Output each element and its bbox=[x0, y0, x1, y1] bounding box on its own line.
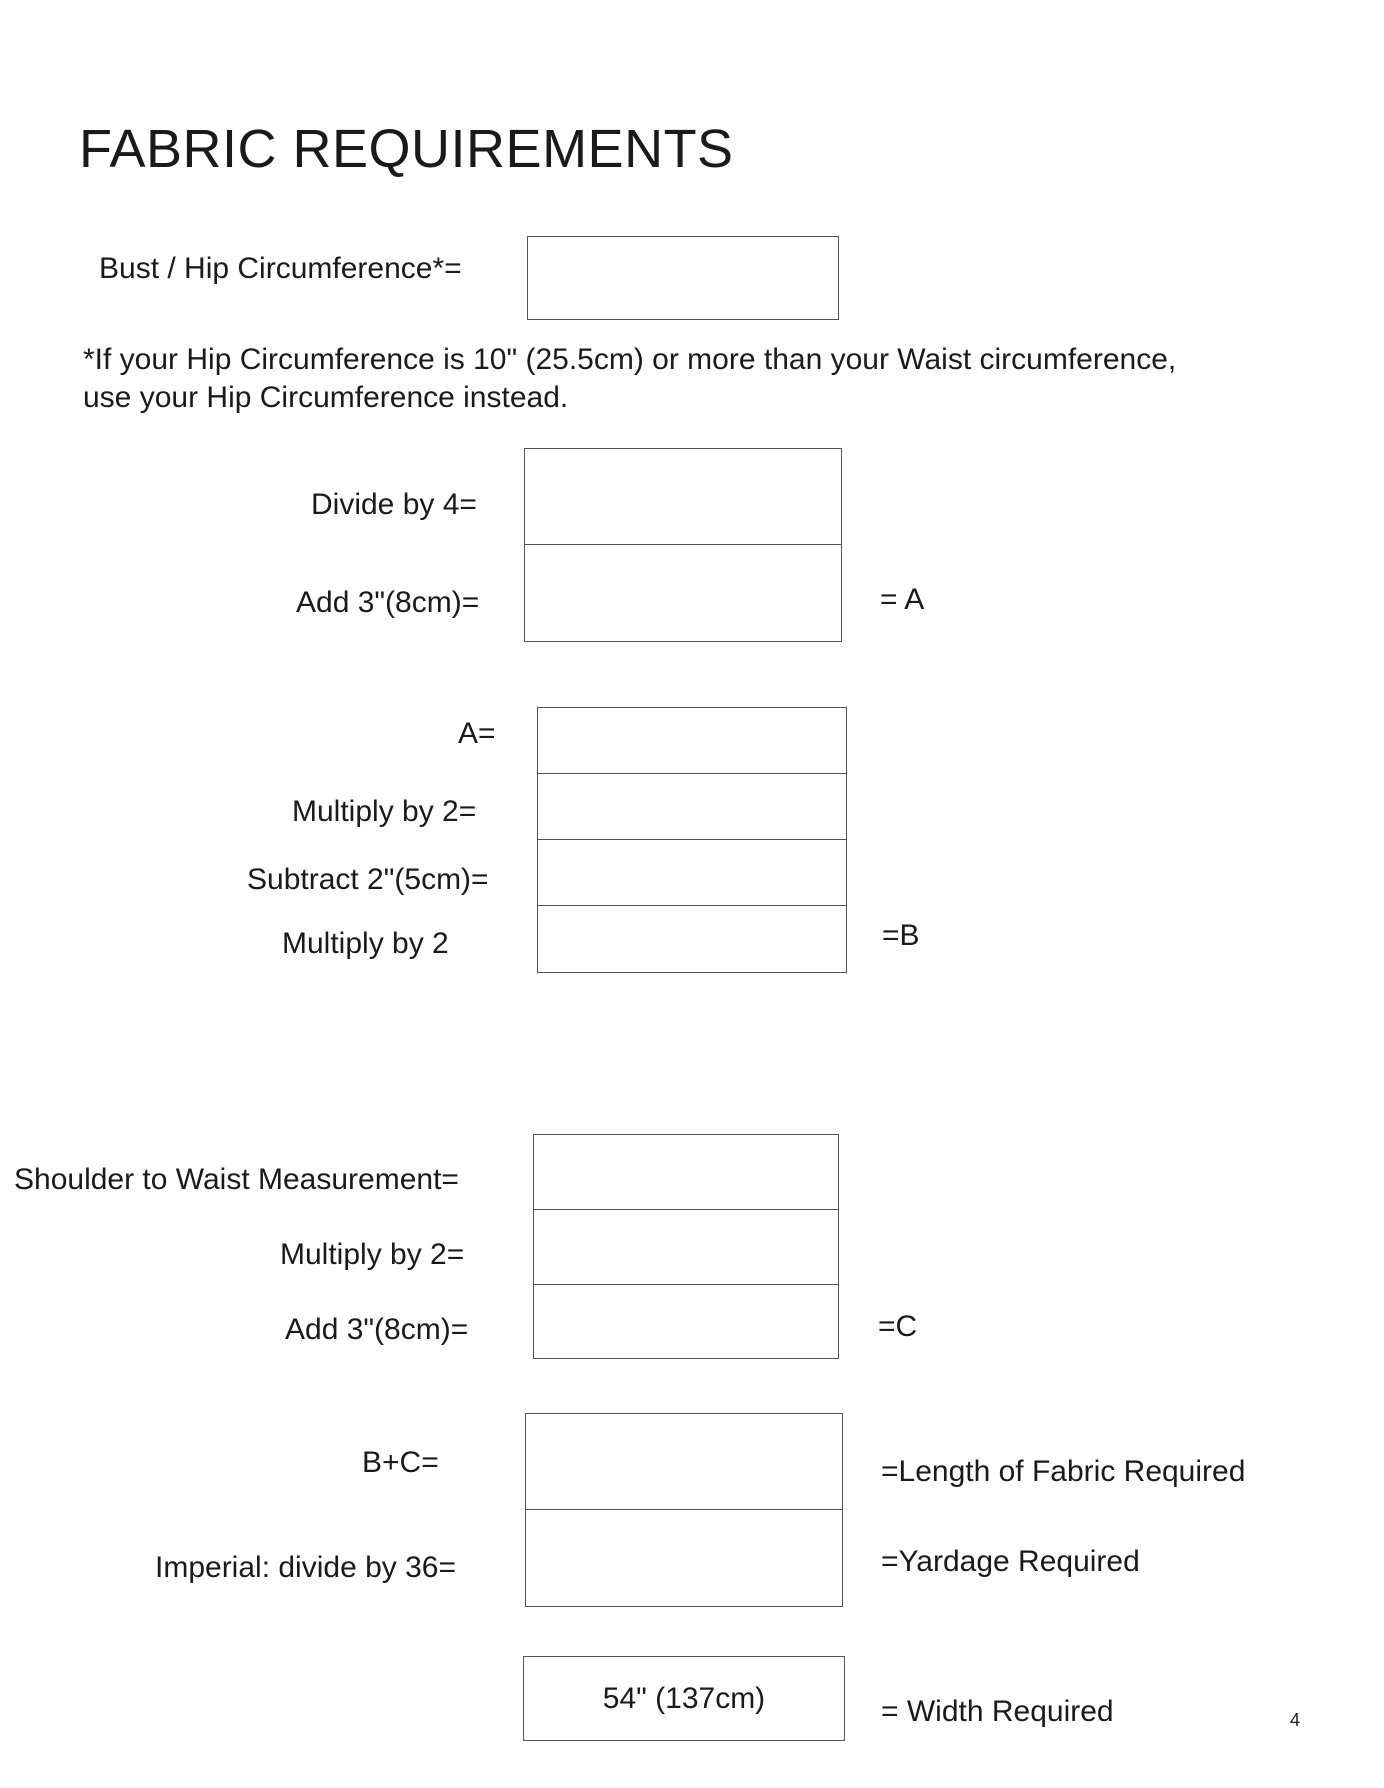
multiply-by-2-second-label: Multiply by 2 bbox=[282, 927, 449, 960]
imperial-divide-label: Imperial: divide by 36= bbox=[155, 1551, 456, 1584]
a-field[interactable] bbox=[537, 707, 847, 775]
multiply-by-2-label: Multiply by 2= bbox=[292, 795, 477, 828]
add-3-c-label: Add 3"(8cm)= bbox=[285, 1313, 469, 1346]
width-value-box: 54" (137cm) bbox=[523, 1656, 845, 1741]
page-title: FABRIC REQUIREMENTS bbox=[79, 119, 734, 179]
width-required-label: = Width Required bbox=[881, 1695, 1114, 1728]
length-of-fabric-label: =Length of Fabric Required bbox=[881, 1455, 1246, 1488]
multiply-by-2-c-field[interactable] bbox=[533, 1209, 839, 1285]
result-c-label: =C bbox=[878, 1310, 918, 1343]
divide-by-4-label: Divide by 4= bbox=[311, 488, 477, 521]
result-b-label: =B bbox=[882, 919, 920, 952]
subtract-2-label: Subtract 2"(5cm)= bbox=[247, 863, 489, 896]
add-3-c-field[interactable] bbox=[533, 1284, 839, 1359]
yardage-required-label: =Yardage Required bbox=[881, 1545, 1140, 1578]
result-a-label: = A bbox=[880, 583, 925, 616]
imperial-divide-field[interactable] bbox=[525, 1509, 843, 1607]
footnote-line-1: *If your Hip Circumference is 10" (25.5cm) or more than your Waist circumference, bbox=[83, 343, 1177, 376]
multiply-by-2-second-field[interactable] bbox=[537, 905, 847, 973]
subtract-2-field[interactable] bbox=[537, 839, 847, 907]
add-3-label: Add 3"(8cm)= bbox=[296, 586, 480, 619]
multiply-by-2-c-label: Multiply by 2= bbox=[280, 1238, 465, 1271]
add-3-field[interactable] bbox=[524, 544, 842, 642]
multiply-by-2-field[interactable] bbox=[537, 773, 847, 841]
bust-hip-field[interactable] bbox=[527, 236, 839, 320]
footnote-line-2: use your Hip Circumference instead. bbox=[83, 381, 569, 414]
shoulder-to-waist-field[interactable] bbox=[533, 1134, 839, 1210]
divide-by-4-field[interactable] bbox=[524, 448, 842, 546]
a-equals-label: A= bbox=[458, 717, 496, 750]
bust-hip-label: Bust / Hip Circumference*= bbox=[99, 252, 462, 285]
b-plus-c-label: B+C= bbox=[362, 1446, 439, 1479]
b-plus-c-field[interactable] bbox=[525, 1413, 843, 1511]
shoulder-to-waist-label: Shoulder to Waist Measurement= bbox=[14, 1163, 459, 1196]
page-number: 4 bbox=[1290, 1710, 1301, 1730]
